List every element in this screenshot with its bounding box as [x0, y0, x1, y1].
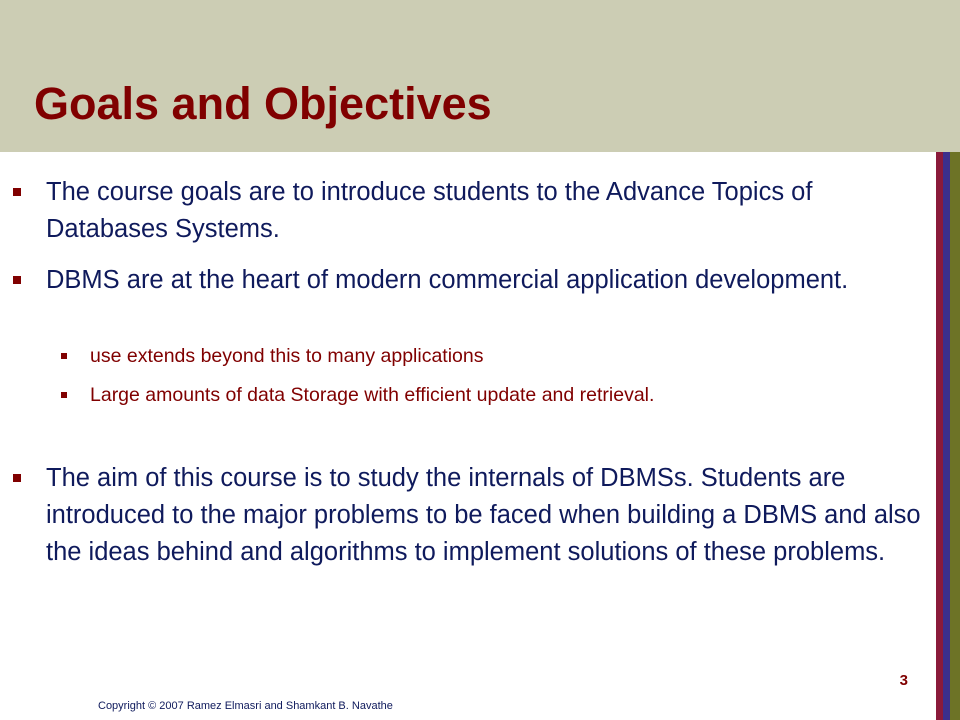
bullet-item: [46, 262, 926, 299]
bullet-item: [46, 174, 926, 248]
square-bullet-icon: [61, 353, 67, 359]
sub-bullet-text: Large amounts of data Storage with efficient update and retrieval.: [90, 384, 655, 406]
bullet-text: The aim of this course is to study the internals of DBMSs. Students are introduced to the major problems to be faced when building a DBMS and also the ideas behind and algorithms to implement solutions of these problems.: [46, 464, 921, 566]
sub-bullet-item: [90, 382, 920, 408]
sub-bullet-item: [90, 343, 920, 369]
bullet-item: [46, 460, 926, 571]
bullet-text: DBMS are at the heart of modern commercial application development.: [46, 266, 849, 294]
copyright-notice: Copyright © 2007 Ramez Elmasri and Shamkant B. Navathe: [98, 700, 393, 712]
square-bullet-icon: [13, 276, 21, 284]
square-bullet-icon: [13, 188, 21, 196]
decorative-stripe-crimson: [936, 152, 943, 720]
decorative-stripe-blue: [943, 152, 950, 720]
slide-title: Goals and Objectives: [34, 78, 492, 129]
square-bullet-icon: [13, 474, 21, 482]
decorative-stripe-olive: [950, 152, 960, 720]
bullet-text: The course goals are to introduce students to the Advance Topics of Databases Systems.: [46, 178, 813, 243]
sub-bullet-text: use extends beyond this to many applications: [90, 345, 484, 367]
square-bullet-icon: [61, 392, 67, 398]
page-number: 3: [899, 672, 908, 689]
